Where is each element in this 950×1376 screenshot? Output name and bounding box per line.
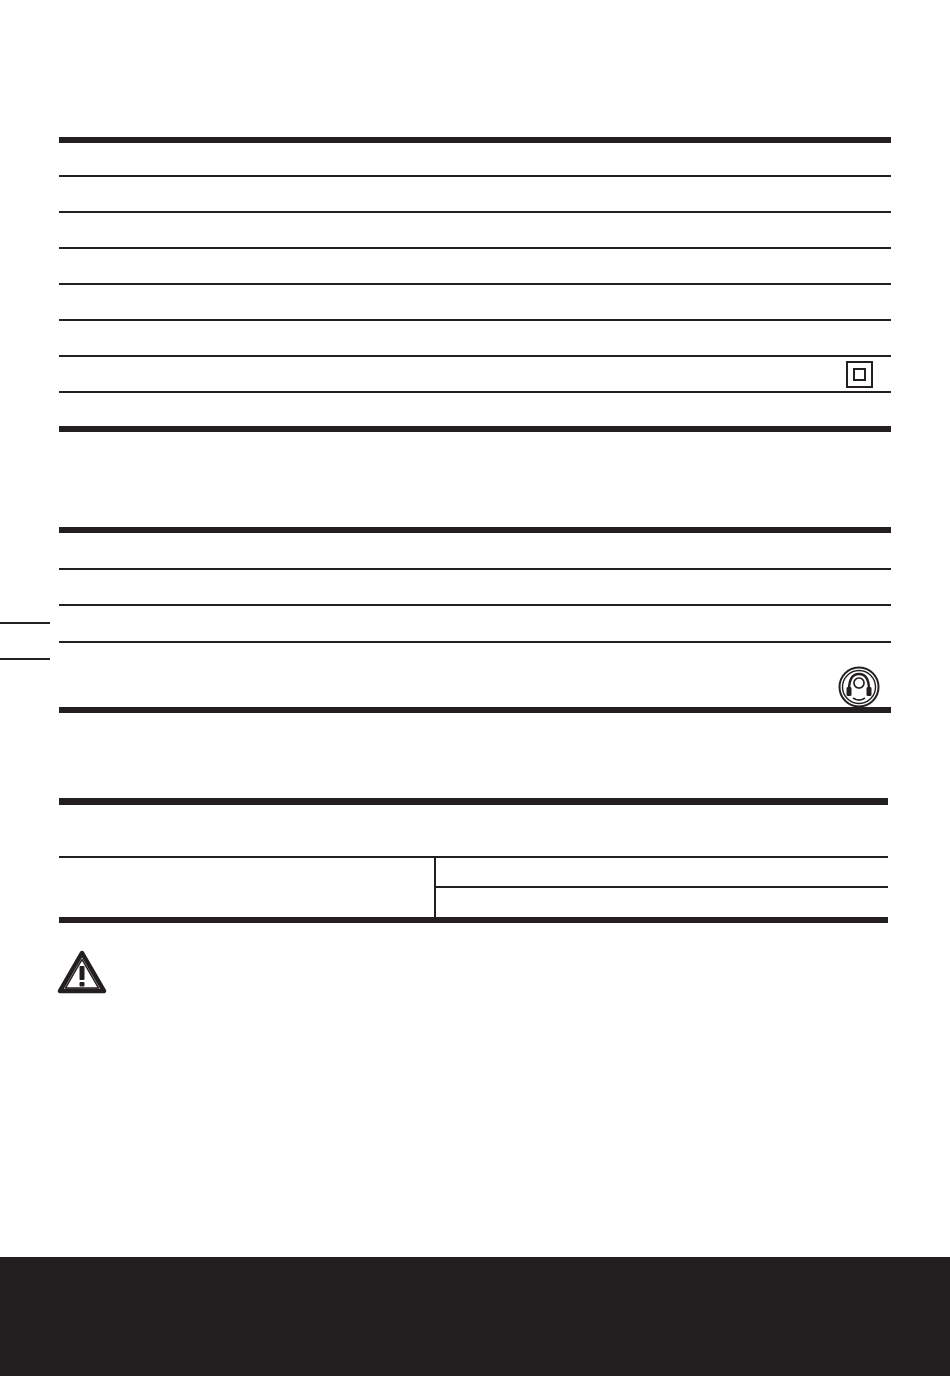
table-bottom-rule	[59, 426, 891, 432]
table-column-divider	[434, 856, 436, 922]
margin-tab-mark	[0, 658, 50, 660]
table-row-divider	[59, 355, 891, 357]
double-insulation-icon	[846, 361, 873, 388]
table-row-divider	[436, 886, 888, 888]
table-row-divider	[59, 283, 891, 285]
table-top-rule	[59, 137, 891, 143]
table-row-divider	[59, 856, 888, 858]
table-row-divider	[59, 641, 891, 643]
warning-triangle-icon	[57, 950, 107, 995]
table-row-divider	[59, 211, 891, 213]
footer-band	[0, 1257, 950, 1376]
table-top-rule	[59, 527, 891, 533]
ear-protection-icon	[838, 666, 880, 708]
table-top-rule	[59, 798, 888, 805]
table-row-divider	[59, 247, 891, 249]
table-row-divider	[59, 391, 891, 393]
table-bottom-rule	[59, 707, 891, 713]
table-row-divider	[59, 319, 891, 321]
table-row-divider	[59, 175, 891, 177]
margin-tab-mark	[0, 622, 50, 624]
table-bottom-rule	[59, 917, 888, 923]
table-row-divider	[59, 568, 891, 570]
table-row-divider	[59, 604, 891, 606]
